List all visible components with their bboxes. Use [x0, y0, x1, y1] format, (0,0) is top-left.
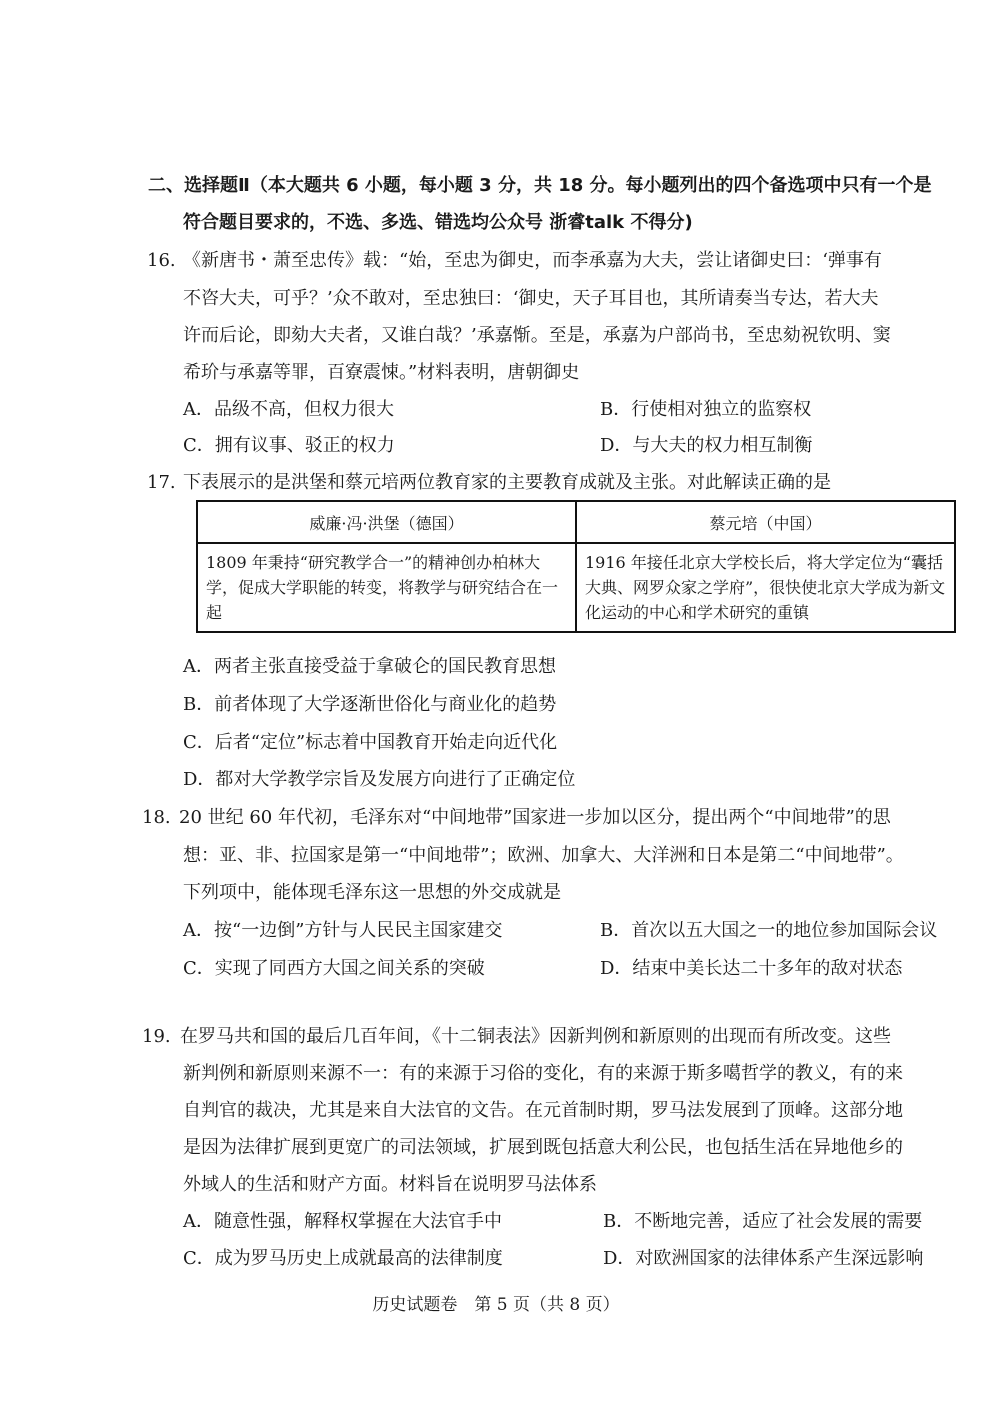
q18-option-d: D．结束中美长达二十多年的敌对状态 [600, 958, 903, 979]
table-header-cai: 蔡元培（中国） [576, 501, 955, 543]
q16-stem-line: 希玠与承嘉等罪，百寮震悚。”材料表明，唐朝御史 [183, 362, 580, 383]
table-header-humboldt: 威廉·冯·洪堡（德国） [197, 501, 576, 543]
q16-option-d: D．与大夫的权力相互制衡 [600, 435, 813, 456]
section-title-line1: 二、选择题Ⅱ（本大题共 6 小题，每小题 3 分，共 18 分。每小题列出的四个备选项中只有一个是 [148, 175, 932, 196]
q17-option-b: B．前者体现了大学逐渐世俗化与商业化的趋势 [183, 694, 557, 715]
q19-option-d: D．对欧洲国家的法律体系产生深远影响 [603, 1248, 924, 1269]
q19-stem-line: 在罗马共和国的最后几百年间，《十二铜表法》因新判例和新原则的出现而有所改变。这些 [180, 1026, 891, 1047]
q16-option-c: C．拥有议事、驳正的权力 [183, 435, 395, 456]
q18-option-a: A．按“一边倒”方针与人民民主国家建交 [183, 920, 503, 941]
table-cell-humboldt: 1809 年秉持“研究教学合一”的精神创办柏林大学，促成大学职能的转变，将教学与研究结合在一起 [197, 543, 576, 632]
q19-option-c: C．成为罗马历史上成就最高的法律制度 [183, 1248, 503, 1269]
q18-number: 18. [142, 807, 171, 828]
q19-stem-line: 自判官的裁决，尤其是来自大法官的文告。在元首制时期，罗马法发展到了顶峰。这部分地 [183, 1100, 903, 1121]
section-title-line2-a: 符合题目要求的，不选、多选、错选均 [183, 212, 489, 233]
q16-number: 16. [147, 250, 176, 271]
q19-stem-line: 新判例和新原则来源不一：有的来源于习俗的变化，有的来源于斯多噶哲学的教义，有的来 [183, 1063, 903, 1084]
q17-option-d: D．都对大学教学宗旨及发展方向进行了正确定位 [183, 769, 576, 790]
q18-stem-line: 20 世纪 60 年代初，毛泽东对“中间地带”国家进一步加以区分，提出两个“中间地带”的思 [179, 807, 891, 828]
section-title-line2-b: 不得分) [624, 212, 693, 233]
q16-stem-line: 《新唐书・萧至忠传》载：“始，至忠为御史，而李承嘉为大夫，尝让诸御史曰：‘弹事有 [183, 250, 882, 271]
q18-stem-line: 下列项中，能体现毛泽东这一思想的外交成就是 [183, 882, 561, 903]
q17-option-a: A．两者主张直接受益于拿破仑的国民教育思想 [183, 656, 556, 677]
q19-option-b: B．不断地完善，适应了社会发展的需要 [603, 1211, 923, 1232]
q17-stem: 下表展示的是洪堡和蔡元培两位教育家的主要教育成就及主张。对此解读正确的是 [183, 472, 831, 493]
table-cell-cai: 1916 年接任北京大学校长后，将大学定位为“囊括大典、网罗众家之学府”，很快使北京大学成为新文化运动的中心和学术研究的重镇 [576, 543, 955, 632]
q17-number: 17. [147, 472, 176, 493]
q16-option-a: A．品级不高，但权力很大 [183, 399, 394, 420]
q18-option-c: C．实现了同西方大国之间关系的突破 [183, 958, 485, 979]
q19-option-a: A．随意性强，解释权掌握在大法官手中 [183, 1211, 502, 1232]
q19-stem-line: 是因为法律扩展到更宽广的司法领域，扩展到既包括意大利公民，也包括生活在异地他乡的 [183, 1137, 903, 1158]
page-footer: 历史试题卷 第 5 页（共 8 页） [372, 1295, 620, 1315]
q19-number: 19. [142, 1026, 171, 1047]
section-title-line2 [183, 210, 693, 236]
q19-stem-line: 外域人的生活和财产方面。材料旨在说明罗马法体系 [183, 1174, 597, 1195]
q16-option-b: B．行使相对独立的监察权 [600, 399, 812, 420]
q16-stem-line: 许而后论，即劾大夫者，又谁白哉？’承嘉惭。至是，承嘉为户部尚书，至忠劾祝钦明、窦 [183, 325, 891, 346]
watermark-text: 公众号 浙睿talk [489, 212, 625, 233]
q16-stem-line: 不咨大夫，可乎？’众不敢对，至忠独曰：‘御史，天子耳目也，其所请奏当专达，若大夫 [183, 288, 879, 309]
q18-stem-line: 想：亚、非、拉国家是第一“中间地带”；欧洲、加拿大、大洋洲和日本是第二“中间地带”。 [183, 845, 904, 866]
q17-option-c: C．后者“定位”标志着中国教育开始走向近代化 [183, 732, 558, 753]
comparison-table [196, 500, 956, 633]
q18-option-b: B．首次以五大国之一的地位参加国际会议 [600, 920, 938, 941]
